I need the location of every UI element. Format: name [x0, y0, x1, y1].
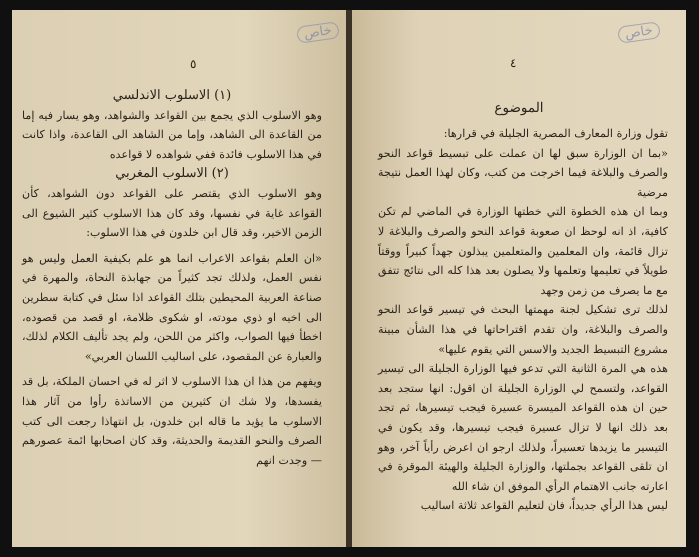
paragraph: وهو الاسلوب الذي يقتصر على القواعد دون الشواهد، كأن القواعد غاية في نفسها، وقد كان هذا الاسلوب كثير الشيوع الى الزمن الاخير، وقد قال ابن خلدون في هذا الاسلوب: [22, 186, 322, 240]
ownership-stamp: خاص [296, 21, 340, 44]
right-body-text [378, 124, 668, 516]
paragraph: تقول وزارة المعارف المصرية الجليلة في قرارها: [443, 127, 668, 140]
right-page [352, 10, 686, 547]
page-number: ٤ [510, 56, 517, 70]
paragraph: وبما ان هذه الخطوة التي خطتها الوزارة في الماضي لم تكن كافية، اذ انه لوحظ ان صعوبة قواعد النحو والصرف والبلاغة لا تزال قائمة، وان المعلمين والمتعلمين يبذلون جهداً كبيراً ووقتاً طويلاً في تعليمها وتعلمها ولا يصلون بعد هذا كله الى نتائج تتفق مع ما يصرف من زمن وجهد [378, 205, 668, 297]
left-page [12, 10, 346, 547]
paragraph: لذلك ترى تشكيل لجنة مهمتها البحث في تيسير قواعد النحو والصرف والبلاغة، وان تقدم اقتراحاتها في هذا الشأن مبينة مشروع التبسيط الجديد والاسس التي يقوم عليها» [378, 303, 668, 356]
section-heading: (٢) الاسلوب المغربي [115, 166, 229, 182]
paragraph: وهو الاسلوب الذي يجمع بين القواعد والشواهد، وهو يسار فيه إما من القاعدة الى الشاهد، وإما من الشاهد الى القاعدة، واذا كانت في هذا الاسلوب فائدة ففي شواهده لا قواعده [22, 108, 322, 161]
paragraph: ليس هذا الرأي جديداً، فان لتعليم القواعد ثلاثة اساليب [420, 499, 668, 513]
paragraph: «بما ان الوزارة سبق لها ان عملت على تبسيط قواعد النحو والصرف والبلاغة فيما اخرجت من كتب، وكان لهذا العمل نتيجة مرضية [378, 146, 668, 199]
paragraph: هذه هي المرة الثانية التي تدعو فيها الوزارة الجليلة الى تيسير القواعد، ولتسمح لي الوزارة الجليلة ان اقول: انها ستجد بعد حين ان هذه القواعد الميسرة عسيرة فيجب تيسيرها، ثم تجد بعد ذلك انها لا تزال عسيرة فيجب تيسيرها، وقد يكون في التيسير ما يزيدها تعسيراً، ولذلك ارجو ان اعرض رأياً آخر، وهو ان تلقى القواعد بجملتها، والوزارة الجليلة والهيئة الموقرة في اعارته جانب الاهتمام الرأي الموفق ان شاء الله [378, 362, 668, 493]
section-heading: (١) الاسلوب الاندلسي [112, 88, 232, 103]
quotation: «ان العلم بقواعد الاعراب انما هو علم بكيفية العمل وليس هو نفس العمل، ولذلك تجد كثيراً من جهابذة النحاة، والمهرة في صناعة العربية المحيطين بتلك القواعد اذا سئل في كتابة سطرين الى اخيه او ذوي مودته، او شكوى ظلامة، او قصد من قصوده، اخطأ فيها الصواب، واكثر من اللحن، ولم يجد تأليف الكلام لذلك، والعبارة عن المقصود، على اساليب اللسان العربي» [22, 251, 322, 363]
left-body-text [22, 86, 322, 470]
page-number: ٥ [190, 57, 197, 71]
ownership-stamp: خاص [617, 21, 661, 44]
paragraph: ويفهم من هذا ان هذا الاسلوب لا اثر له في احسان الملكة، بل قد يفسدها، ولا شك ان كثيرين من الاساتذة رأوا من آثار هذا الاسلوب ما يؤيد ما قاله ابن خلدون، بل انتهاذا رجعت الى كتب الصرف والنحو القديمة والحديثة، وقد كان اصحابها ائمة عصورهم — وجدت انهم [22, 375, 322, 467]
page-title: الموضوع [494, 100, 544, 116]
